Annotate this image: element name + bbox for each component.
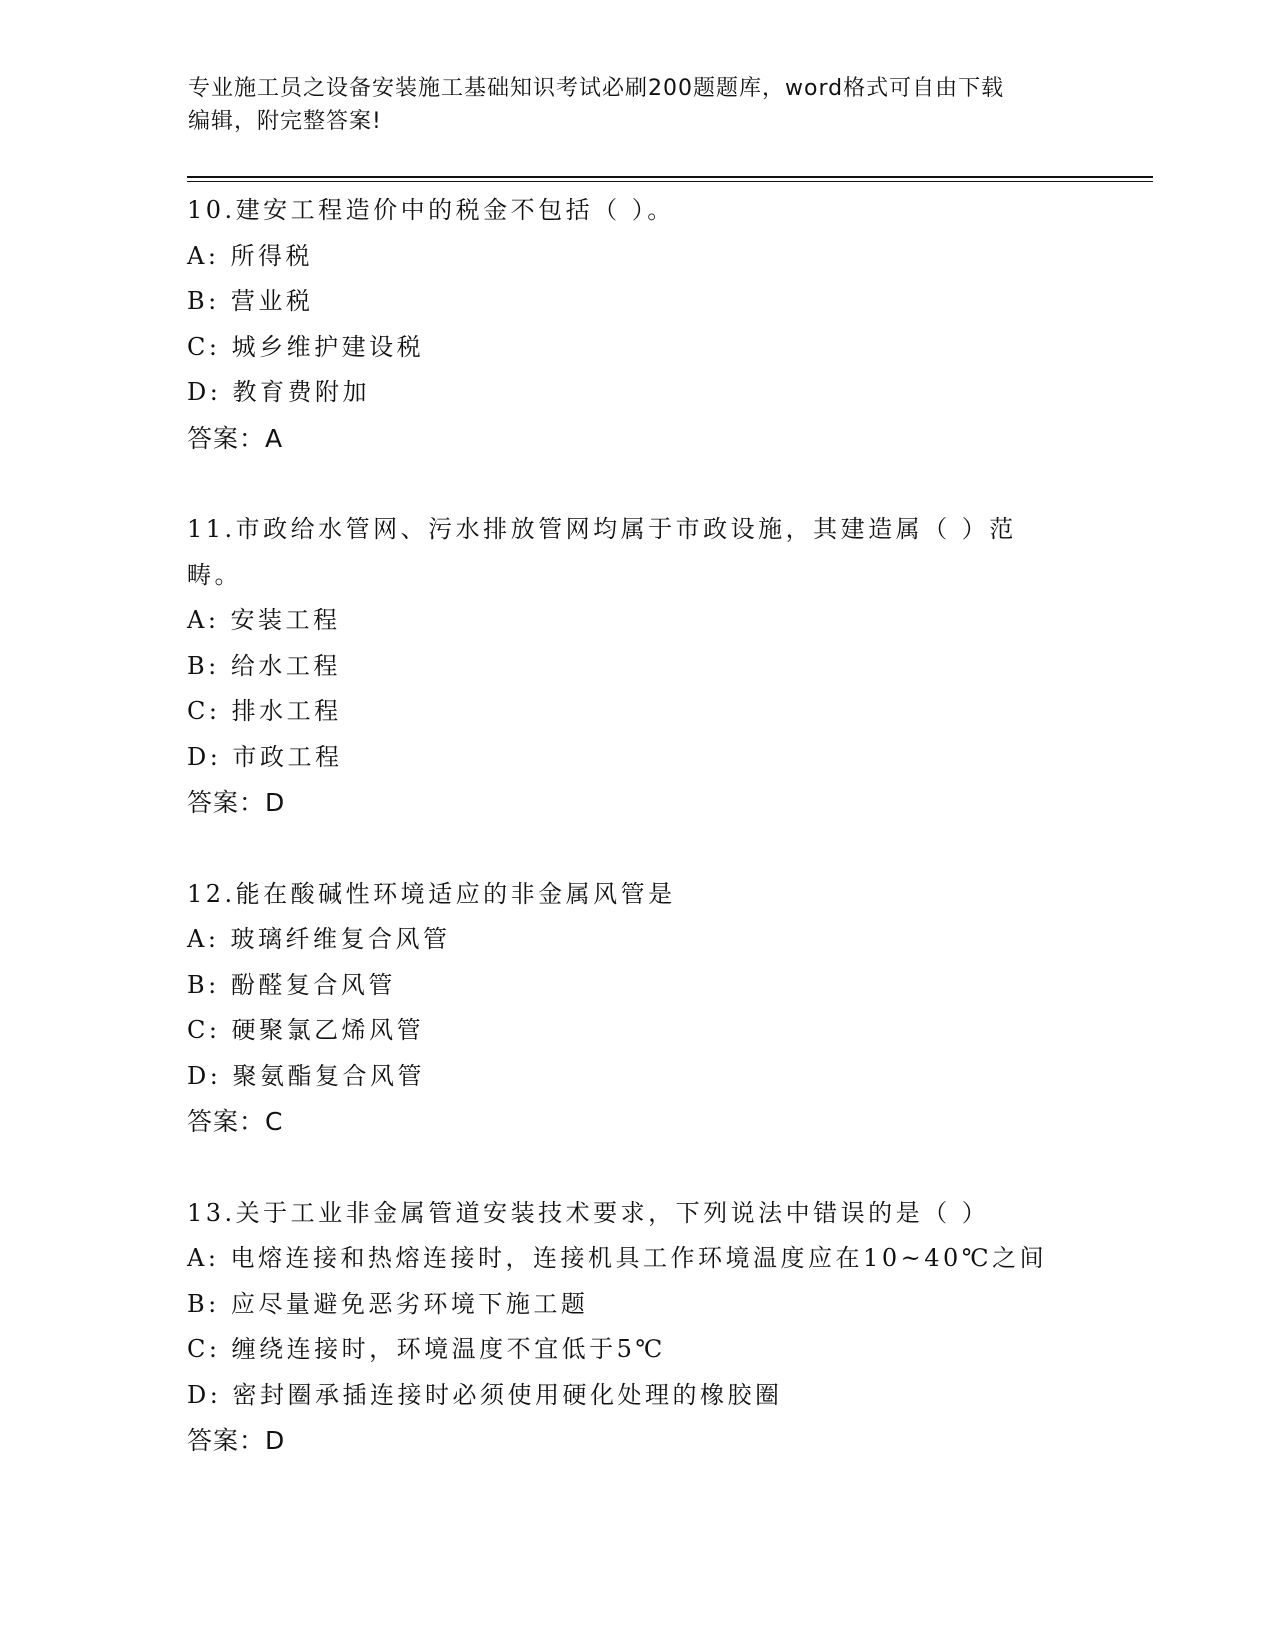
answer-label: 答案：D bbox=[187, 1426, 286, 1455]
option-b: B: 应尽量避免恶劣环境下施工题 bbox=[187, 1289, 589, 1318]
answer-label: 答案：C bbox=[187, 1107, 284, 1136]
question-10 bbox=[187, 188, 1087, 461]
option-b: B: 营业税 bbox=[187, 287, 314, 315]
question-11 bbox=[187, 507, 1087, 826]
option-c: C: 缠绕连接时，环境温度不宜低于5℃ bbox=[187, 1335, 666, 1363]
option-a: A: 所得税 bbox=[187, 241, 314, 270]
option-c: C: 排水工程 bbox=[187, 697, 342, 725]
header-title-line-1: 专业施工员之设备安装施工基础知识考试必刷200题题库，word格式可自由下载 bbox=[188, 76, 1005, 101]
option-d: D: 教育费附加 bbox=[187, 378, 370, 406]
answer-label: 答案：A bbox=[187, 423, 284, 453]
question-stem: 12.能在酸碱性环境适应的非金属风管是 bbox=[187, 879, 676, 908]
question-13 bbox=[187, 1191, 1087, 1464]
option-b: B: 酚醛复合风管 bbox=[187, 970, 396, 999]
option-a: A: 安装工程 bbox=[187, 606, 341, 634]
question-stem-line-2: 畴。 bbox=[187, 560, 242, 589]
option-c: C: 硬聚氯乙烯风管 bbox=[187, 1016, 425, 1044]
header-title-line-2: 编辑，附完整答案! bbox=[188, 109, 382, 134]
answer-label: 答案：D bbox=[187, 788, 286, 817]
document-header bbox=[188, 72, 1088, 138]
option-a: A: 电熔连接和热熔连接时，连接机具工作环境温度应在10~40℃之间 bbox=[187, 1244, 1048, 1272]
question-stem-line-1: 11.市政给水管网、污水排放管网均属于市政设施，其建造属（ ）范 bbox=[187, 515, 1017, 543]
question-stem: 10.建安工程造价中的税金不包括（ ）。 bbox=[187, 196, 675, 224]
option-d: D: 聚氨酯复合风管 bbox=[187, 1061, 425, 1090]
option-c: C: 城乡维护建设税 bbox=[187, 332, 425, 361]
option-d: D: 密封圈承插连接时必须使用硬化处理的橡胶圈 bbox=[187, 1380, 783, 1409]
option-b: B: 给水工程 bbox=[187, 651, 341, 680]
header-divider-thin bbox=[187, 181, 1153, 182]
question-stem: 13.关于工业非金属管道安装技术要求，下列说法中错误的是（ ） bbox=[187, 1198, 990, 1227]
header-divider-thick bbox=[187, 176, 1153, 178]
question-12 bbox=[187, 872, 1087, 1145]
option-d: D: 市政工程 bbox=[187, 742, 343, 771]
option-a: A: 玻璃纤维复合风管 bbox=[187, 925, 451, 953]
question-list bbox=[187, 188, 1087, 1510]
